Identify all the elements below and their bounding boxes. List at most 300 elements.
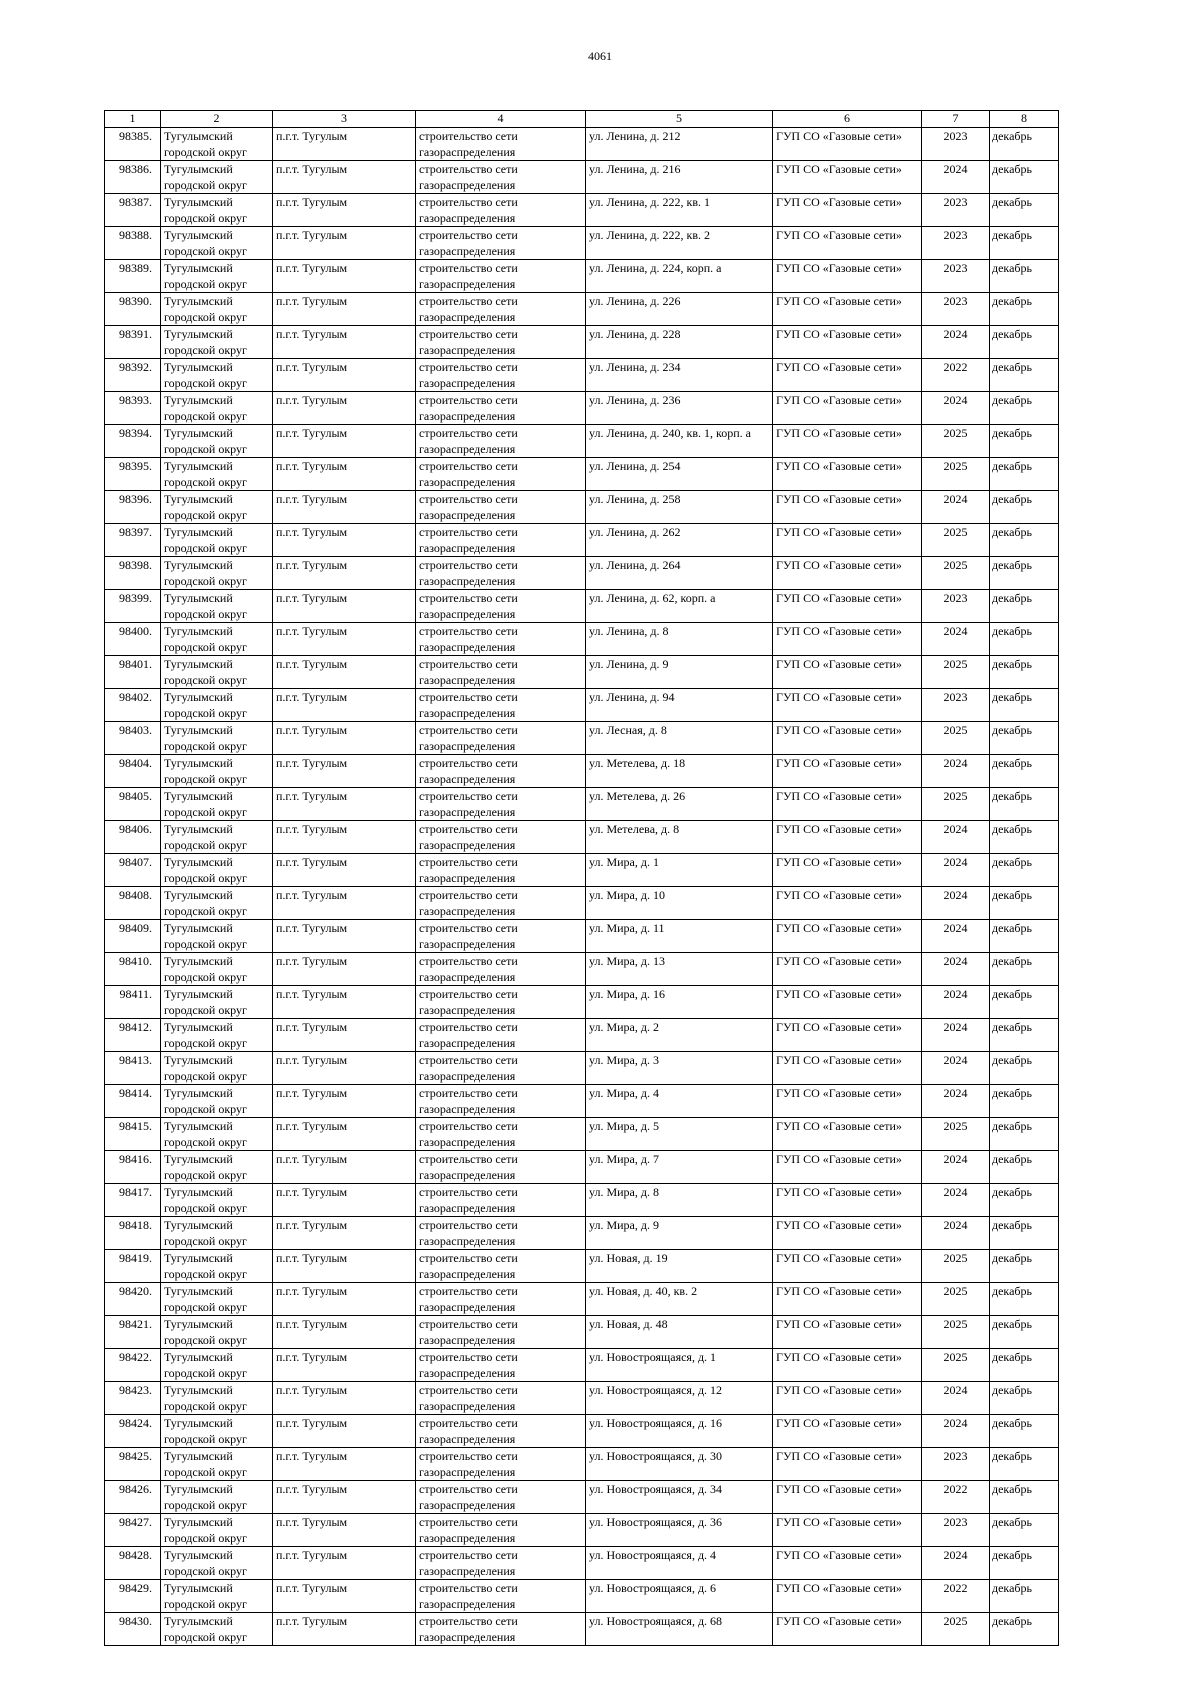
- district-cell: [161, 260, 273, 293]
- work-type-line: строительство сети: [419, 1218, 518, 1232]
- work-type-cell: [416, 953, 586, 986]
- work-type-line: строительство сети: [419, 954, 518, 968]
- address-cell: ул. Ленина, д. 222, кв. 2: [586, 227, 773, 260]
- table-row: [105, 1547, 1059, 1580]
- district-line: городской округ: [164, 1300, 247, 1314]
- district-line: городской округ: [164, 541, 247, 555]
- district-line: Тугулымский: [164, 558, 233, 572]
- address-cell: ул. Ленина, д. 234: [586, 359, 773, 392]
- organization-cell: ГУП СО «Газовые сети»: [773, 590, 922, 623]
- column-header: 3: [273, 111, 416, 128]
- row-number: 98392.: [105, 359, 161, 392]
- table-row: [105, 1019, 1059, 1052]
- month-cell: декабрь: [990, 1118, 1059, 1151]
- work-type-line: строительство сети: [419, 921, 518, 935]
- work-type-cell: [416, 557, 586, 590]
- district-line: Тугулымский: [164, 1284, 233, 1298]
- work-type-line: строительство сети: [419, 228, 518, 242]
- table-row: [105, 1283, 1059, 1316]
- table-row: [105, 1217, 1059, 1250]
- organization-cell: ГУП СО «Газовые сети»: [773, 821, 922, 854]
- organization-cell: ГУП СО «Газовые сети»: [773, 1052, 922, 1085]
- year-cell: 2025: [922, 425, 990, 458]
- locality-cell: п.г.т. Тугулым: [273, 1481, 416, 1514]
- district-line: городской округ: [164, 277, 247, 291]
- work-type-line: строительство сети: [419, 1317, 518, 1331]
- organization-cell: ГУП СО «Газовые сети»: [773, 1448, 922, 1481]
- row-number: 98414.: [105, 1085, 161, 1118]
- address-cell: ул. Мира, д. 8: [586, 1184, 773, 1217]
- district-line: городской округ: [164, 1201, 247, 1215]
- year-cell: 2022: [922, 359, 990, 392]
- district-cell: [161, 194, 273, 227]
- work-type-line: газораспределения: [419, 1102, 516, 1116]
- organization-cell: ГУП СО «Газовые сети»: [773, 557, 922, 590]
- work-type-line: газораспределения: [419, 706, 516, 720]
- organization-cell: ГУП СО «Газовые сети»: [773, 887, 922, 920]
- table-row: [105, 194, 1059, 227]
- district-line: Тугулымский: [164, 591, 233, 605]
- work-type-cell: [416, 986, 586, 1019]
- work-type-line: строительство сети: [419, 327, 518, 341]
- month-cell: декабрь: [990, 326, 1059, 359]
- work-type-line: газораспределения: [419, 1465, 516, 1479]
- district-line: Тугулымский: [164, 822, 233, 836]
- address-cell: ул. Ленина, д. 62, корп. а: [586, 590, 773, 623]
- table-row: [105, 722, 1059, 755]
- row-number: 98420.: [105, 1283, 161, 1316]
- locality-cell: п.г.т. Тугулым: [273, 1085, 416, 1118]
- district-line: городской округ: [164, 1333, 247, 1347]
- district-line: городской округ: [164, 1630, 247, 1644]
- row-number: 98426.: [105, 1481, 161, 1514]
- district-line: городской округ: [164, 1498, 247, 1512]
- organization-cell: ГУП СО «Газовые сети»: [773, 1217, 922, 1250]
- work-type-line: газораспределения: [419, 475, 516, 489]
- work-type-cell: [416, 293, 586, 326]
- address-cell: ул. Метелева, д. 8: [586, 821, 773, 854]
- address-cell: ул. Ленина, д. 212: [586, 128, 773, 161]
- district-line: Тугулымский: [164, 1152, 233, 1166]
- month-cell: декабрь: [990, 590, 1059, 623]
- organization-cell: ГУП СО «Газовые сети»: [773, 1184, 922, 1217]
- month-cell: декабрь: [990, 1382, 1059, 1415]
- work-type-line: строительство сети: [419, 294, 518, 308]
- organization-cell: ГУП СО «Газовые сети»: [773, 689, 922, 722]
- district-cell: [161, 1217, 273, 1250]
- locality-cell: п.г.т. Тугулым: [273, 1382, 416, 1415]
- row-number: 98385.: [105, 128, 161, 161]
- work-type-line: строительство сети: [419, 525, 518, 539]
- district-cell: [161, 788, 273, 821]
- work-type-line: газораспределения: [419, 1432, 516, 1446]
- work-type-line: газораспределения: [419, 1333, 516, 1347]
- work-type-line: строительство сети: [419, 1416, 518, 1430]
- district-line: Тугулымский: [164, 228, 233, 242]
- organization-cell: ГУП СО «Газовые сети»: [773, 854, 922, 887]
- work-type-cell: [416, 920, 586, 953]
- district-line: городской округ: [164, 673, 247, 687]
- organization-cell: ГУП СО «Газовые сети»: [773, 1250, 922, 1283]
- district-cell: [161, 722, 273, 755]
- locality-cell: п.г.т. Тугулым: [273, 755, 416, 788]
- work-type-line: газораспределения: [419, 178, 516, 192]
- work-type-cell: [416, 524, 586, 557]
- organization-cell: ГУП СО «Газовые сети»: [773, 1085, 922, 1118]
- district-line: Тугулымский: [164, 1482, 233, 1496]
- organization-cell: ГУП СО «Газовые сети»: [773, 1151, 922, 1184]
- district-line: Тугулымский: [164, 195, 233, 209]
- address-cell: ул. Ленина, д. 216: [586, 161, 773, 194]
- work-type-cell: [416, 1382, 586, 1415]
- district-line: Тугулымский: [164, 1020, 233, 1034]
- organization-cell: ГУП СО «Газовые сети»: [773, 1283, 922, 1316]
- district-line: городской округ: [164, 1003, 247, 1017]
- locality-cell: п.г.т. Тугулым: [273, 1151, 416, 1184]
- year-cell: 2025: [922, 557, 990, 590]
- district-line: Тугулымский: [164, 954, 233, 968]
- month-cell: декабрь: [990, 887, 1059, 920]
- table-row: [105, 1085, 1059, 1118]
- work-type-line: строительство сети: [419, 1086, 518, 1100]
- year-cell: 2023: [922, 689, 990, 722]
- address-cell: ул. Новая, д. 40, кв. 2: [586, 1283, 773, 1316]
- year-cell: 2024: [922, 1415, 990, 1448]
- district-line: Тугулымский: [164, 1416, 233, 1430]
- district-line: городской округ: [164, 1531, 247, 1545]
- district-line: Тугулымский: [164, 723, 233, 737]
- work-type-line: газораспределения: [419, 640, 516, 654]
- row-number: 98389.: [105, 260, 161, 293]
- work-type-line: газораспределения: [419, 1234, 516, 1248]
- district-line: Тугулымский: [164, 1614, 233, 1628]
- month-cell: декабрь: [990, 260, 1059, 293]
- district-line: Тугулымский: [164, 1317, 233, 1331]
- organization-cell: ГУП СО «Газовые сети»: [773, 128, 922, 161]
- address-cell: ул. Новостроящаяся, д. 68: [586, 1613, 773, 1646]
- table-row: [105, 821, 1059, 854]
- address-cell: ул. Мира, д. 5: [586, 1118, 773, 1151]
- row-number: 98386.: [105, 161, 161, 194]
- year-cell: 2025: [922, 1316, 990, 1349]
- work-type-cell: [416, 1448, 586, 1481]
- table-row: [105, 590, 1059, 623]
- table-row: [105, 1052, 1059, 1085]
- month-cell: декабрь: [990, 524, 1059, 557]
- locality-cell: п.г.т. Тугулым: [273, 1052, 416, 1085]
- table-row: [105, 689, 1059, 722]
- district-line: городской округ: [164, 772, 247, 786]
- work-type-line: газораспределения: [419, 970, 516, 984]
- row-number: 98417.: [105, 1184, 161, 1217]
- organization-cell: ГУП СО «Газовые сети»: [773, 953, 922, 986]
- district-line: Тугулымский: [164, 129, 233, 143]
- locality-cell: п.г.т. Тугулым: [273, 359, 416, 392]
- table-row: [105, 755, 1059, 788]
- district-cell: [161, 227, 273, 260]
- work-type-line: газораспределения: [419, 805, 516, 819]
- row-number: 98404.: [105, 755, 161, 788]
- address-cell: ул. Ленина, д. 94: [586, 689, 773, 722]
- work-type-cell: [416, 623, 586, 656]
- district-line: Тугулымский: [164, 789, 233, 803]
- month-cell: декабрь: [990, 194, 1059, 227]
- organization-cell: ГУП СО «Газовые сети»: [773, 1349, 922, 1382]
- organization-cell: ГУП СО «Газовые сети»: [773, 524, 922, 557]
- table-row: [105, 1448, 1059, 1481]
- district-line: городской округ: [164, 1267, 247, 1281]
- row-number: 98419.: [105, 1250, 161, 1283]
- district-cell: [161, 524, 273, 557]
- work-type-cell: [416, 1481, 586, 1514]
- district-line: городской округ: [164, 1399, 247, 1413]
- organization-cell: ГУП СО «Газовые сети»: [773, 1019, 922, 1052]
- organization-cell: ГУП СО «Газовые сети»: [773, 1382, 922, 1415]
- work-type-line: газораспределения: [419, 739, 516, 753]
- year-cell: 2024: [922, 1151, 990, 1184]
- work-type-cell: [416, 326, 586, 359]
- address-cell: ул. Мира, д. 3: [586, 1052, 773, 1085]
- district-cell: [161, 1052, 273, 1085]
- work-type-cell: [416, 821, 586, 854]
- organization-cell: ГУП СО «Газовые сети»: [773, 359, 922, 392]
- work-type-line: газораспределения: [419, 1531, 516, 1545]
- district-line: Тугулымский: [164, 888, 233, 902]
- district-cell: [161, 590, 273, 623]
- district-line: городской округ: [164, 244, 247, 258]
- month-cell: декабрь: [990, 986, 1059, 1019]
- month-cell: декабрь: [990, 1250, 1059, 1283]
- address-cell: ул. Метелева, д. 26: [586, 788, 773, 821]
- work-type-line: строительство сети: [419, 1482, 518, 1496]
- table-row: [105, 326, 1059, 359]
- work-type-line: строительство сети: [419, 1284, 518, 1298]
- work-type-cell: [416, 359, 586, 392]
- page-number: 4061: [588, 49, 612, 63]
- district-line: городской округ: [164, 145, 247, 159]
- address-cell: ул. Ленина, д. 228: [586, 326, 773, 359]
- month-cell: декабрь: [990, 458, 1059, 491]
- address-cell: ул. Лесная, д. 8: [586, 722, 773, 755]
- district-line: Тугулымский: [164, 162, 233, 176]
- locality-cell: п.г.т. Тугулым: [273, 1118, 416, 1151]
- district-line: Тугулымский: [164, 1053, 233, 1067]
- work-type-cell: [416, 1415, 586, 1448]
- work-type-line: строительство сети: [419, 987, 518, 1001]
- row-number: 98407.: [105, 854, 161, 887]
- district-line: городской округ: [164, 1597, 247, 1611]
- work-type-line: строительство сети: [419, 1581, 518, 1595]
- work-type-line: строительство сети: [419, 492, 518, 506]
- work-type-line: строительство сети: [419, 195, 518, 209]
- month-cell: декабрь: [990, 1217, 1059, 1250]
- year-cell: 2023: [922, 590, 990, 623]
- row-number: 98406.: [105, 821, 161, 854]
- year-cell: 2023: [922, 1448, 990, 1481]
- table-body: [105, 128, 1059, 1646]
- year-cell: 2024: [922, 953, 990, 986]
- district-line: Тугулымский: [164, 459, 233, 473]
- work-type-line: газораспределения: [419, 1267, 516, 1281]
- month-cell: декабрь: [990, 425, 1059, 458]
- month-cell: декабрь: [990, 1316, 1059, 1349]
- address-cell: ул. Новостроящаяся, д. 16: [586, 1415, 773, 1448]
- organization-cell: ГУП СО «Газовые сети»: [773, 1316, 922, 1349]
- table-row: [105, 1184, 1059, 1217]
- month-cell: декабрь: [990, 656, 1059, 689]
- work-type-cell: [416, 1514, 586, 1547]
- work-type-line: газораспределения: [419, 1135, 516, 1149]
- locality-cell: п.г.т. Тугулым: [273, 293, 416, 326]
- district-cell: [161, 128, 273, 161]
- year-cell: 2024: [922, 887, 990, 920]
- address-cell: ул. Новая, д. 48: [586, 1316, 773, 1349]
- work-type-cell: [416, 1613, 586, 1646]
- year-cell: 2023: [922, 260, 990, 293]
- year-cell: 2024: [922, 986, 990, 1019]
- district-line: Тугулымский: [164, 1350, 233, 1364]
- year-cell: 2024: [922, 854, 990, 887]
- district-line: городской округ: [164, 739, 247, 753]
- work-type-cell: [416, 491, 586, 524]
- address-cell: ул. Мира, д. 2: [586, 1019, 773, 1052]
- table-row: [105, 1580, 1059, 1613]
- table-row: [105, 1481, 1059, 1514]
- locality-cell: п.г.т. Тугулым: [273, 689, 416, 722]
- work-type-line: газораспределения: [419, 1036, 516, 1050]
- district-cell: [161, 1283, 273, 1316]
- table-row: [105, 293, 1059, 326]
- row-number: 98403.: [105, 722, 161, 755]
- year-cell: 2024: [922, 1382, 990, 1415]
- district-line: Тугулымский: [164, 1086, 233, 1100]
- work-type-cell: [416, 260, 586, 293]
- work-type-line: строительство сети: [419, 1515, 518, 1529]
- work-type-line: строительство сети: [419, 1053, 518, 1067]
- work-type-line: газораспределения: [419, 1201, 516, 1215]
- row-number: 98396.: [105, 491, 161, 524]
- district-line: Тугулымский: [164, 1515, 233, 1529]
- locality-cell: п.г.т. Тугулым: [273, 1349, 416, 1382]
- row-number: 98394.: [105, 425, 161, 458]
- locality-cell: п.г.т. Тугулым: [273, 1316, 416, 1349]
- locality-cell: п.г.т. Тугулым: [273, 1019, 416, 1052]
- month-cell: декабрь: [990, 1481, 1059, 1514]
- month-cell: декабрь: [990, 1547, 1059, 1580]
- year-cell: 2025: [922, 458, 990, 491]
- table-row: [105, 557, 1059, 590]
- row-number: 98427.: [105, 1514, 161, 1547]
- district-cell: [161, 920, 273, 953]
- district-cell: [161, 326, 273, 359]
- year-cell: 2025: [922, 1283, 990, 1316]
- month-cell: декабрь: [990, 161, 1059, 194]
- row-number: 98402.: [105, 689, 161, 722]
- work-type-cell: [416, 1547, 586, 1580]
- row-number: 98418.: [105, 1217, 161, 1250]
- column-header: 4: [416, 111, 586, 128]
- row-number: 98415.: [105, 1118, 161, 1151]
- organization-cell: ГУП СО «Газовые сети»: [773, 656, 922, 689]
- district-cell: [161, 986, 273, 1019]
- address-cell: ул. Ленина, д. 222, кв. 1: [586, 194, 773, 227]
- district-cell: [161, 755, 273, 788]
- address-cell: ул. Мира, д. 7: [586, 1151, 773, 1184]
- year-cell: 2024: [922, 920, 990, 953]
- work-type-cell: [416, 425, 586, 458]
- table-row: [105, 656, 1059, 689]
- table-row: [105, 491, 1059, 524]
- district-cell: [161, 557, 273, 590]
- work-type-line: строительство сети: [419, 789, 518, 803]
- district-cell: [161, 821, 273, 854]
- district-cell: [161, 293, 273, 326]
- address-cell: ул. Новостроящаяся, д. 1: [586, 1349, 773, 1382]
- organization-cell: ГУП СО «Газовые сети»: [773, 722, 922, 755]
- work-type-line: газораспределения: [419, 376, 516, 390]
- organization-cell: ГУП СО «Газовые сети»: [773, 227, 922, 260]
- district-line: городской округ: [164, 640, 247, 654]
- row-number: 98401.: [105, 656, 161, 689]
- organization-cell: ГУП СО «Газовые сети»: [773, 326, 922, 359]
- district-line: городской округ: [164, 937, 247, 951]
- table-row: [105, 161, 1059, 194]
- district-cell: [161, 458, 273, 491]
- year-cell: 2024: [922, 623, 990, 656]
- row-number: 98423.: [105, 1382, 161, 1415]
- district-cell: [161, 1019, 273, 1052]
- month-cell: декабрь: [990, 1448, 1059, 1481]
- year-cell: 2025: [922, 788, 990, 821]
- table-row: [105, 1349, 1059, 1382]
- address-cell: ул. Ленина, д. 240, кв. 1, корп. а: [586, 425, 773, 458]
- district-cell: [161, 359, 273, 392]
- address-cell: ул. Мира, д. 9: [586, 1217, 773, 1250]
- address-cell: ул. Новостроящаяся, д. 6: [586, 1580, 773, 1613]
- work-type-cell: [416, 722, 586, 755]
- locality-cell: п.г.т. Тугулым: [273, 722, 416, 755]
- work-type-line: газораспределения: [419, 937, 516, 951]
- month-cell: декабрь: [990, 227, 1059, 260]
- district-line: Тугулымский: [164, 1548, 233, 1562]
- month-cell: декабрь: [990, 623, 1059, 656]
- work-type-line: газораспределения: [419, 871, 516, 885]
- organization-cell: ГУП СО «Газовые сети»: [773, 1547, 922, 1580]
- address-cell: ул. Ленина, д. 226: [586, 293, 773, 326]
- locality-cell: п.г.т. Тугулым: [273, 491, 416, 524]
- organization-cell: ГУП СО «Газовые сети»: [773, 920, 922, 953]
- year-cell: 2025: [922, 524, 990, 557]
- year-cell: 2023: [922, 128, 990, 161]
- work-type-cell: [416, 1349, 586, 1382]
- work-type-cell: [416, 689, 586, 722]
- district-cell: [161, 854, 273, 887]
- organization-cell: ГУП СО «Газовые сети»: [773, 623, 922, 656]
- district-line: Тугулымский: [164, 624, 233, 638]
- month-cell: декабрь: [990, 359, 1059, 392]
- work-type-line: газораспределения: [419, 277, 516, 291]
- year-cell: 2023: [922, 293, 990, 326]
- locality-cell: п.г.т. Тугулым: [273, 623, 416, 656]
- district-line: Тугулымский: [164, 1251, 233, 1265]
- work-type-cell: [416, 1151, 586, 1184]
- work-type-line: газораспределения: [419, 1069, 516, 1083]
- column-header: 2: [161, 111, 273, 128]
- district-cell: [161, 1151, 273, 1184]
- work-type-cell: [416, 755, 586, 788]
- row-number: 98405.: [105, 788, 161, 821]
- work-type-line: газораспределения: [419, 244, 516, 258]
